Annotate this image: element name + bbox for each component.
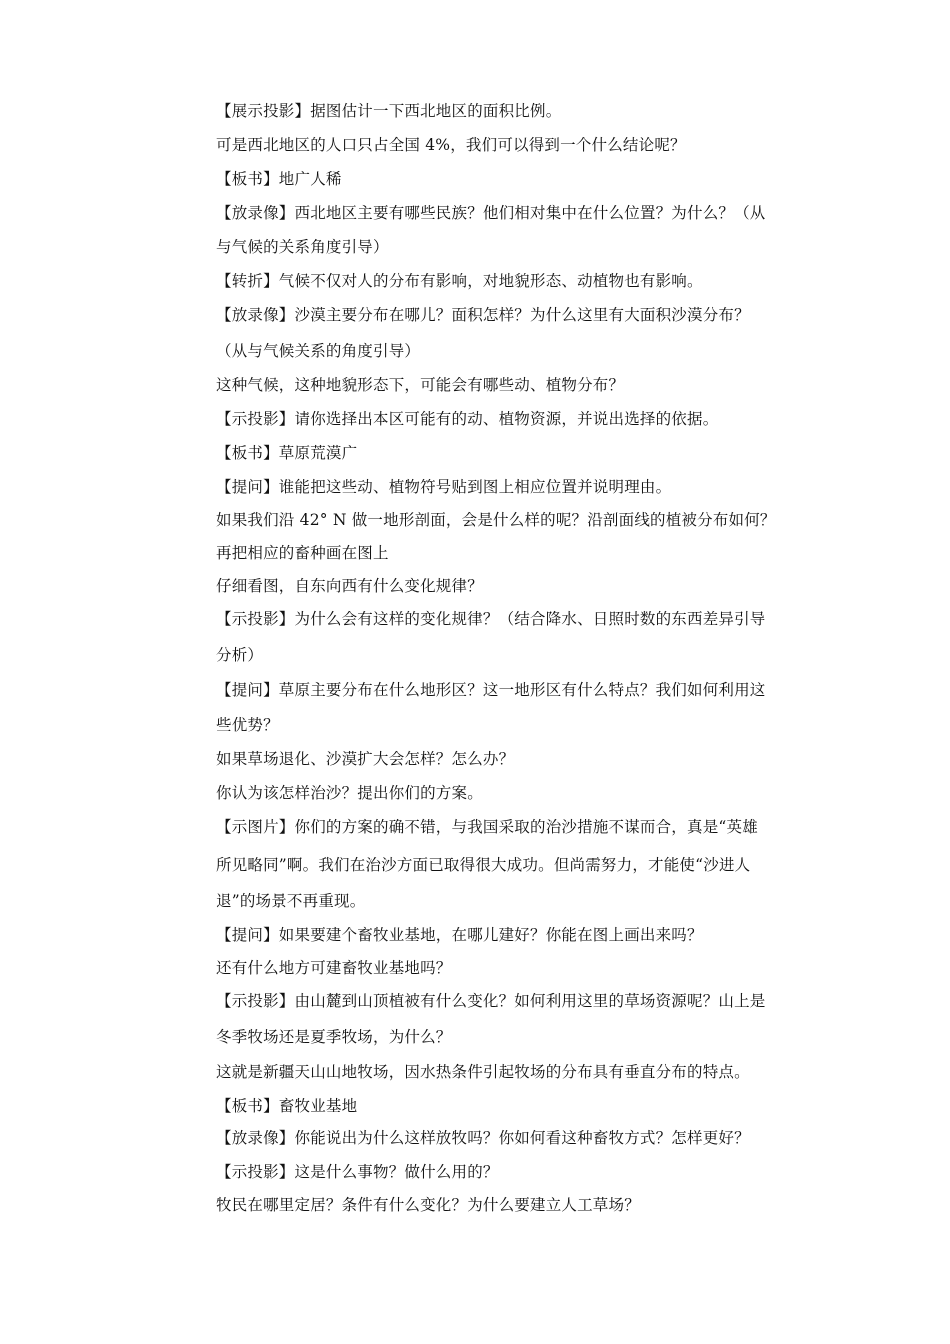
text-line: 【展示投影】据图估计一下西北地区的面积比例。: [216, 102, 562, 120]
text-line: 【转折】气候不仅对人的分布有影响，对地貌形态、动植物也有影响。: [216, 272, 703, 290]
text-line: 【板书】畜牧业基地: [216, 1097, 358, 1115]
text-line: 【示投影】为什么会有这样的变化规律？（结合降水、日照时数的东西差异引导: [216, 610, 766, 628]
text-line: 【放录像】沙漠主要分布在哪儿？面积怎样？为什么这里有大面积沙漠分布？: [216, 306, 750, 324]
text-line: 【示投影】由山麓到山顶植被有什么变化？如何利用这里的草场资源呢？山上是: [216, 992, 766, 1010]
text-line: 如果草场退化、沙漠扩大会怎样？怎么办？: [216, 750, 515, 768]
text-line: 可是西北地区的人口只占全国 4%，我们可以得到一个什么结论呢？: [216, 136, 686, 154]
text-line: 你认为该怎样治沙？提出你们的方案。: [216, 784, 483, 802]
text-line: 还有什么地方可建畜牧业基地吗？: [216, 959, 452, 977]
text-line: 【示投影】请你选择出本区可能有的动、植物资源，并说出选择的依据。: [216, 410, 719, 428]
text-line: 牧民在哪里定居？条件有什么变化？为什么要建立人工草场？: [216, 1196, 640, 1214]
text-line: 些优势？: [216, 716, 279, 734]
text-line: 【放录像】西北地区主要有哪些民族？他们相对集中在什么位置？为什么？（从: [216, 204, 766, 222]
text-line: 与气候的关系角度引导）: [216, 238, 389, 256]
text-line: 再把相应的畜种画在图上: [216, 544, 389, 562]
text-line: 【示投影】这是什么事物？做什么用的？: [216, 1163, 499, 1181]
text-line: 【提问】谁能把这些动、植物符号贴到图上相应位置并说明理由。: [216, 478, 672, 496]
text-line: 【示图片】你们的方案的确不错，与我国采取的治沙措施不谋而合，真是“英雄: [216, 818, 758, 836]
text-line: （从与气候关系的角度引导）: [216, 342, 421, 360]
text-line: 退”的场景不再重现。: [216, 892, 366, 910]
text-line: 这就是新疆天山山地牧场，因水热条件引起牧场的分布具有垂直分布的特点。: [216, 1063, 750, 1081]
text-line: 分析）: [216, 646, 264, 664]
text-line: 【提问】草原主要分布在什么地形区？这一地形区有什么特点？我们如何利用这: [216, 681, 766, 699]
text-line: 【板书】草原荒漠广: [216, 444, 358, 462]
text-line: 仔细看图，自东向西有什么变化规律？: [216, 577, 483, 595]
text-line: 【放录像】你能说出为什么这样放牧吗？你如何看这种畜牧方式？怎样更好？: [216, 1129, 750, 1147]
text-line: 【提问】如果要建个畜牧业基地，在哪儿建好？你能在图上画出来吗？: [216, 926, 703, 944]
text-line: 如果我们沿 42° N 做一地形剖面，会是什么样的呢？沿剖面线的植被分布如何？: [216, 511, 776, 529]
text-line: 【板书】地广人稀: [216, 170, 342, 188]
text-line: 这种气候，这种地貌形态下，可能会有哪些动、植物分布？: [216, 376, 625, 394]
text-line: 冬季牧场还是夏季牧场，为什么？: [216, 1028, 452, 1046]
text-line: 所见略同”啊。我们在治沙方面已取得很大成功。但尚需努力，才能使“沙进人: [216, 856, 751, 874]
